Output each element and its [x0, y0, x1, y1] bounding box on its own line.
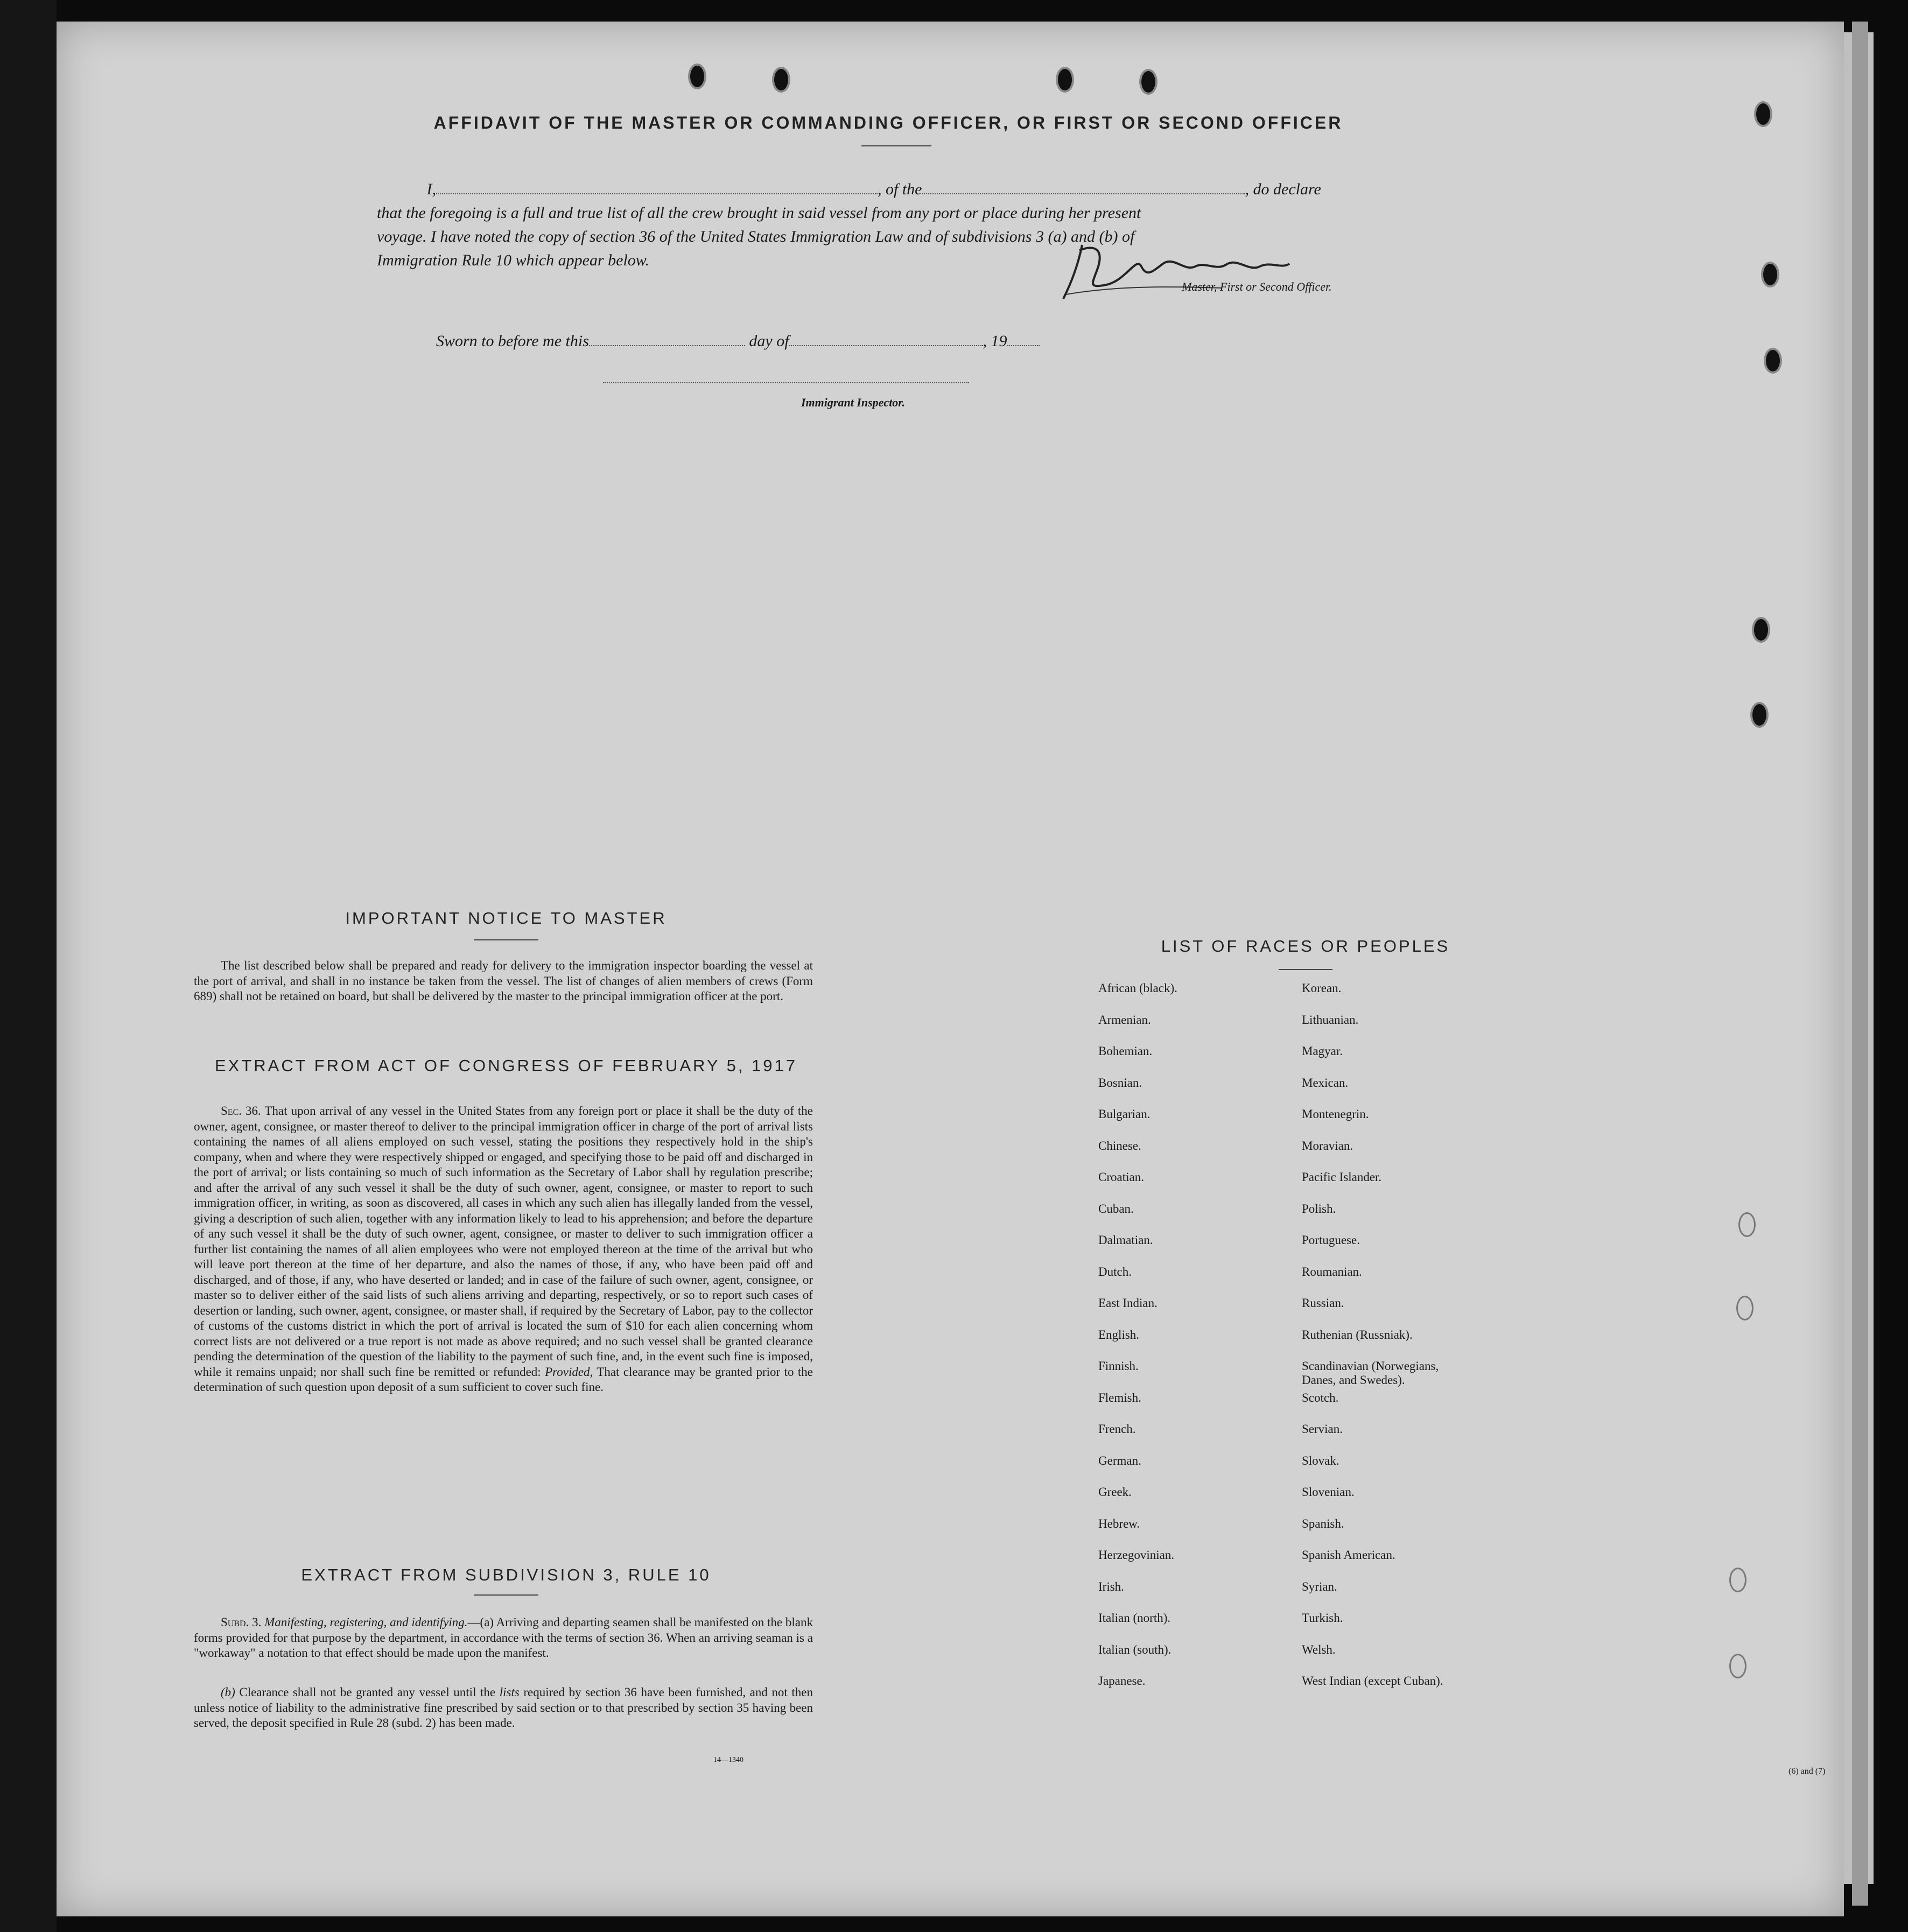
race-entry: Dalmatian. [1098, 1233, 1153, 1247]
sworn-year: , 19 [983, 332, 1007, 350]
race-entry: Japanese. [1098, 1674, 1146, 1688]
race-entry: Polish. [1302, 1202, 1336, 1216]
heading-rule [474, 939, 538, 940]
punch-hole-icon [1738, 1297, 1752, 1319]
rule-heading: EXTRACT FROM SUBDIVISION 3, RULE 10 [301, 1565, 711, 1584]
race-entry: Bosnian. [1098, 1076, 1142, 1090]
affidavit-of-the: , of the [878, 180, 922, 198]
punch-hole-icon [774, 69, 788, 90]
race-entry: Hebrew. [1098, 1516, 1140, 1530]
punch-hole-icon [1141, 71, 1155, 93]
race-entry: Ruthenian (Russniak). [1302, 1327, 1413, 1341]
affidavit-i: I, [426, 180, 436, 198]
affidavit-heading: AFFIDAVIT OF THE MASTER OR COMMANDING OFFICER, OR FIRST OR SECOND OFFICER [433, 113, 1343, 132]
race-entry: Servian. [1302, 1422, 1343, 1436]
provided-label: Provided, [545, 1365, 593, 1379]
race-entry: Slovenian. [1302, 1485, 1355, 1499]
inspector-caption: Immigrant Inspector. [801, 396, 906, 409]
race-entry: Spanish. [1302, 1516, 1344, 1530]
subd-label: Subd. 3. [221, 1615, 262, 1629]
sworn-day-blank[interactable] [589, 345, 745, 346]
form-number: 14—1340 [713, 1756, 743, 1764]
race-entry: Herzegovinian. [1098, 1548, 1175, 1562]
race-entry: Mexican. [1302, 1076, 1349, 1090]
affidavit-line-3: voyage. I have noted the copy of section 36 of the United States Immigration Law and of subdivisions 3 (a) and (b) of [377, 228, 1135, 245]
race-entry: West Indian (except Cuban). [1302, 1674, 1443, 1688]
lists-word: lists [499, 1685, 520, 1699]
affidavit-line-2: that the foregoing is a full and true list of all the crew brought in said vessel from any port or place during her present [377, 204, 1141, 222]
race-entry: Montenegrin. [1302, 1107, 1369, 1121]
race-entry: Greek. [1098, 1485, 1132, 1499]
rule-para-b [194, 1685, 813, 1731]
race-entry: Slovak. [1302, 1453, 1339, 1467]
heading-rule [1279, 969, 1332, 970]
sworn-month-blank[interactable] [789, 345, 983, 346]
race-entry: Turkish. [1302, 1611, 1343, 1625]
race-entry: French. [1098, 1422, 1136, 1436]
race-entry: Croatian. [1098, 1170, 1144, 1184]
rule-b-text-end: required by section 36 have been furnished, and not then unless notice of liability to the administrative fine prescribed by said section or to that prescribed by section 35 having been served, the deposit specified in Rule 28 (subd. 2) has been made. [194, 1685, 813, 1730]
sworn-line [377, 329, 1416, 353]
sec-label: Sec. 36. [221, 1104, 261, 1118]
race-entry: Korean. [1302, 981, 1342, 995]
notice-body: The list described below shall be prepared and ready for delivery to the immigration inspector boarding the vessel at the port of arrival, and shall in no instance be taken from the vessel. The list of changes of alien members of crews (Form 689) shall not be retained on board, but shall be delivered by the master to the principal immigration officer at the port. [194, 959, 813, 1003]
punch-hole-icon [1731, 1655, 1745, 1677]
punch-hole-icon [1766, 350, 1780, 371]
heading-rule [474, 1594, 538, 1596]
race-entry: Magyar. [1302, 1044, 1343, 1058]
race-entry: Bulgarian. [1098, 1107, 1151, 1121]
race-entry: Armenian. [1098, 1013, 1151, 1027]
race-entry: Moravian. [1302, 1139, 1353, 1153]
sworn-prefix: Sworn to before me this [436, 332, 589, 350]
affidavit-declare: , do declare [1245, 180, 1321, 198]
race-entry: Bohemian. [1098, 1044, 1153, 1058]
race-entry: Welsh. [1302, 1642, 1336, 1656]
rule-b-text: Clearance shall not be granted any vessel until the [239, 1685, 496, 1699]
affidavit-line-4: Immigration Rule 10 which appear below. [377, 251, 650, 269]
race-entry: Syrian. [1302, 1579, 1337, 1593]
race-entry: Scotch. [1302, 1390, 1339, 1404]
punch-hole-icon [690, 66, 704, 87]
scan-left-border [0, 0, 57, 1932]
race-entry: Lithuanian. [1302, 1013, 1359, 1027]
race-entry: Flemish. [1098, 1390, 1141, 1404]
race-entry: Italian (north). [1098, 1611, 1171, 1625]
races-column-2 [1302, 977, 1544, 1702]
act-text-end: That clearance may be granted prior to the determination of such question upon deposit of a sum sufficient to cover such fine. [194, 1365, 813, 1394]
races-heading: LIST OF RACES OR PEOPLES [1161, 937, 1450, 956]
act-heading: EXTRACT FROM ACT OF CONGRESS OF FEBRUARY 5, 1917 [214, 1056, 798, 1075]
master-signature [1061, 234, 1297, 310]
race-entry: Roumanian. [1302, 1264, 1362, 1278]
race-entry: Chinese. [1098, 1139, 1141, 1153]
punch-hole-icon [1756, 103, 1770, 125]
race-entry: Scandinavian (Norwegians, Danes, and Swedes). [1302, 1359, 1439, 1387]
rule-a-text: —(a) Arriving and departing seamen shall be manifested on the blank forms provided for that purpose by the department, in accordance with the terms of section 36. When an arriving seaman is a "workaway" a notation to that effect should be made upon the manifest. [194, 1615, 813, 1660]
act-text: That upon arrival of any vessel in the United States from any foreign port or place it shall be the duty of the owner, agent, consignee, or master thereof to deliver to the principal immigration officer in charge of the port of arrival lists containing the names of all aliens employed on such vessel, stating the positions they respectively hold in the ship's company, when and where they were respectively shipped or engaged, and specifying those to be paid off and discharged in the port of arrival; or lists containing so much of such information as the Secretary of Labor shall by regulation prescribe; and after the arrival of any such vessel it shall be the duty of such owner, agent, consignee, or master to report to such immigration officer, in writing, as soon as discovered, all cases in which any such alien has illegally landed from the vessel, giving a description of such alien, together with any information likely to lead to his apprehension; and before the departure of any such vessel it shall be the duty of such owner, agent, consignee, or master to deliver to such immigration officer a further list containing the names of all alien employees who were not employed thereon at the time of the arrival but who will leave port thereon at the time of her departure, and also the names of those, if any, who have been paid off and discharged, and of those, if any, who have deserted or landed; and in case of the failure of such owner, agent, consignee, or master so to deliver either of the said lists of such aliens arriving and departing, respectively, or so to report such cases of desertion or landing, such owner, agent, consignee, or master shall, if required by the Secretary of Labor, pay to the collector of customs of the customs district in which the port of arrival is located the sum of $10 for each alien concerning whom correct lists are not delivered or a true report is not made as above required; and no such vessel shall be granted clearance pending the determination of the question of the liability to the payment of such fine, and, in the event such fine is imposed, while it remains unpaid; nor shall such fine be remitted or refunded: [194, 1104, 813, 1379]
race-entry: Irish. [1098, 1579, 1124, 1593]
notice-heading: IMPORTANT NOTICE TO MASTER [345, 909, 667, 928]
vessel-blank[interactable] [922, 193, 1245, 194]
signature-caption: Master, First or Second Officer. [1182, 280, 1332, 293]
subd-title: Manifesting, registering, and identifying. [264, 1615, 468, 1629]
race-entry: English. [1098, 1327, 1140, 1341]
race-entry: Italian (south). [1098, 1642, 1172, 1656]
affidavit-line-1 [377, 178, 1416, 201]
name-blank[interactable] [436, 193, 878, 194]
race-entry: Portuguese. [1302, 1233, 1360, 1247]
race-entry: Dutch. [1098, 1264, 1132, 1278]
heading-rule [861, 145, 931, 146]
punch-hole-icon [1763, 264, 1777, 285]
punch-hole-icon [1754, 619, 1768, 641]
sworn-year-blank[interactable] [1007, 345, 1040, 346]
punch-hole-icon [1740, 1214, 1754, 1235]
punch-hole-icon [1731, 1569, 1745, 1591]
punch-hole-icon [1058, 69, 1072, 90]
race-entry: East Indian. [1098, 1296, 1158, 1310]
race-entry: German. [1098, 1453, 1141, 1467]
para-b-label: (b) [221, 1685, 235, 1699]
race-entry: Cuban. [1098, 1202, 1134, 1216]
race-entry: Pacific Islander. [1302, 1170, 1382, 1184]
race-entry: Spanish American. [1302, 1548, 1395, 1562]
race-entry: Russian. [1302, 1296, 1344, 1310]
edge-note: (6) and (7) [1788, 1767, 1826, 1776]
page-edge [1852, 22, 1868, 1906]
race-entry: African (black). [1098, 981, 1177, 995]
race-entry: Finnish. [1098, 1359, 1139, 1373]
sworn-day-of: day of [749, 332, 789, 350]
act-body [194, 1104, 813, 1395]
inspector-blank[interactable] [603, 382, 969, 383]
rule-para-a [194, 1615, 813, 1661]
races-column-1 [1098, 977, 1287, 1702]
punch-hole-icon [1752, 704, 1766, 726]
